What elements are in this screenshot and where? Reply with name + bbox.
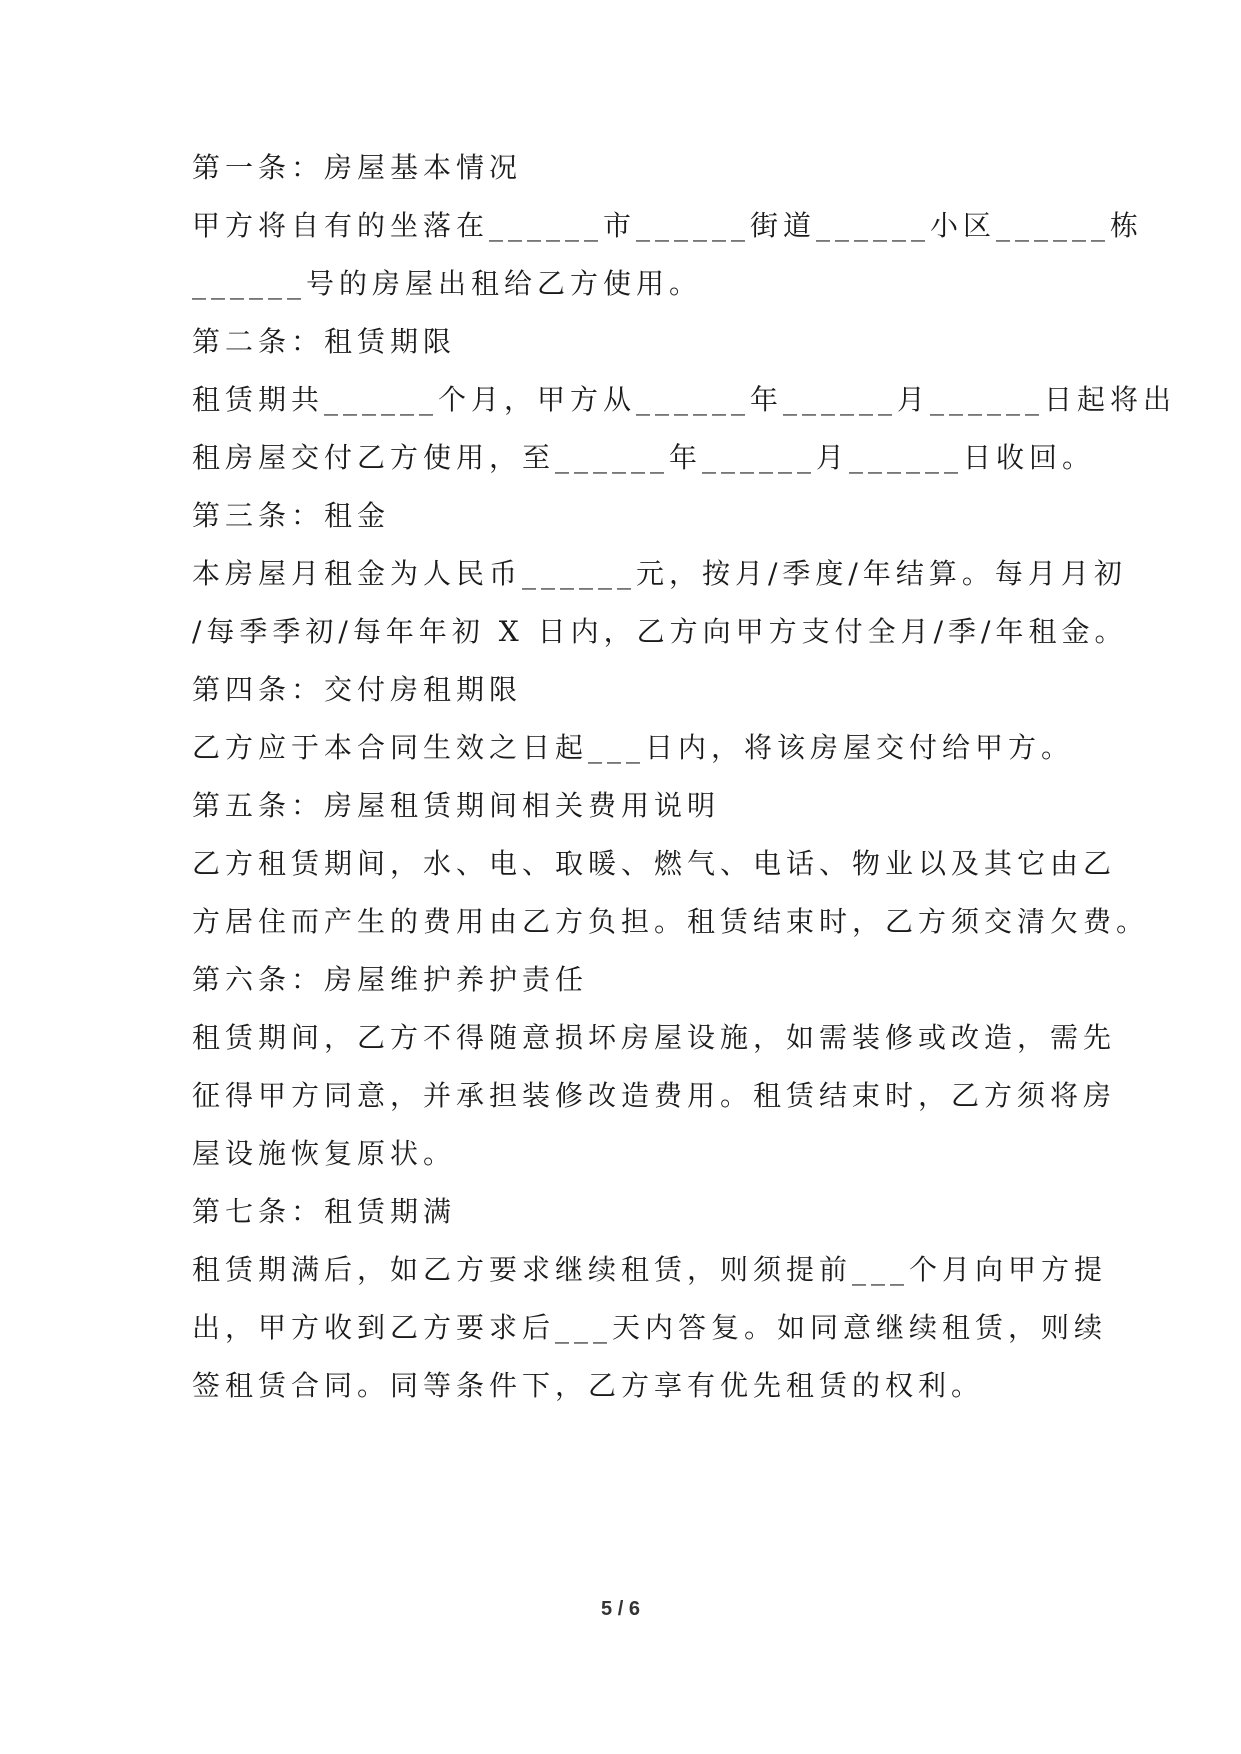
article-3-text-line-2: /每季季初/每年年初 X 日内，乙方向甲方支付全月/季/年租金。 xyxy=(192,615,1128,648)
article-7-text-line-3: 签租赁合同。同等条件下，乙方享有优先租赁的权利。 xyxy=(192,1369,985,1402)
article-2-text-line-2: 租房屋交付乙方使用，至______年______月______日收回。 xyxy=(192,441,1096,474)
article-6-heading: 第六条：房屋维护养护责任 xyxy=(192,963,589,996)
page-number: 5 / 6 xyxy=(601,1598,640,1620)
article-5-text-line-2: 方居住而产生的费用由乙方负担。租赁结束时，乙方须交清欠费。 xyxy=(192,905,1150,938)
article-7-heading: 第七条：租赁期满 xyxy=(192,1195,457,1228)
article-4-text-line-1: 乙方应于本合同生效之日起___日内，将该房屋交付给甲方。 xyxy=(192,731,1075,764)
article-5-text-line-1: 乙方租赁期间，水、电、取暖、燃气、电话、物业以及其它由乙 xyxy=(192,847,1117,880)
article-6-text-line-3: 屋设施恢复原状。 xyxy=(192,1137,457,1170)
article-3-heading: 第三条：租金 xyxy=(192,499,391,532)
article-7-text-line-2: 出，甲方收到乙方要求后___天内答复。如同意继续租赁，则续 xyxy=(192,1311,1108,1344)
article-1-heading: 第一条：房屋基本情况 xyxy=(192,151,523,184)
article-6-text-line-1: 租赁期间，乙方不得随意损坏房屋设施，如需装修或改造，需先 xyxy=(192,1021,1117,1054)
article-4-heading: 第四条：交付房租期限 xyxy=(192,673,523,706)
article-1-text-line-1: 甲方将自有的坐落在______市______街道______小区______栋 xyxy=(192,209,1144,242)
article-5-heading: 第五条：房屋租赁期间相关费用说明 xyxy=(192,789,721,822)
article-2-heading: 第二条：租赁期限 xyxy=(192,325,457,358)
article-2-text-line-1: 租赁期共______个月，甲方从______年______月______日起将出 xyxy=(192,383,1177,416)
article-1-text-line-2: ______号的房屋出租给乙方使用。 xyxy=(192,267,703,300)
article-3-text-line-1: 本房屋月租金为人民币______元，按月/季度/年结算。每月月初 xyxy=(192,557,1127,590)
article-7-text-line-1: 租赁期满后，如乙方要求继续租赁，则须提前___个月向甲方提 xyxy=(192,1253,1108,1286)
article-6-text-line-2: 征得甲方同意，并承担装修改造费用。租赁结束时，乙方须将房 xyxy=(192,1079,1117,1112)
